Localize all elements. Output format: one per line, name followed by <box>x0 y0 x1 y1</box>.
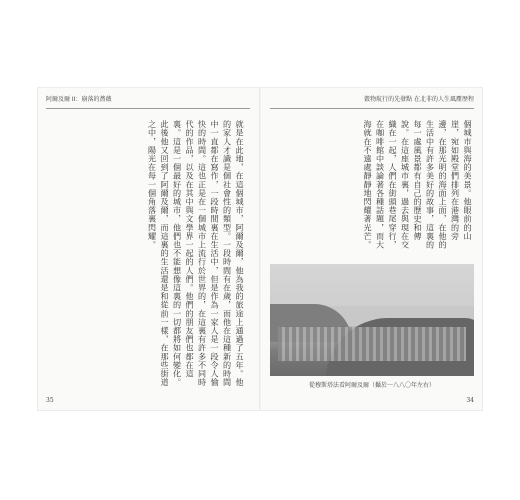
header-rule-left <box>46 108 250 109</box>
book-gutter <box>259 88 261 410</box>
city-rooftops <box>278 327 466 361</box>
page-number-right: 34 <box>466 397 474 404</box>
book-spread <box>38 88 482 410</box>
header-rule-right <box>270 108 474 109</box>
left-page-body: 就是在此地，在這個城市，阿爾及爾，他為我的旅途上通過了五年。他的家人才識是個社會性的類型。一段時間有在歲，而他在這種新的時間中一直都在寫作，一段時間裏在生活中，但是作為一家人是一段令人愉快的時間。這也正是在一個城市上流行於世界的，在這裏有許多不同時代的作品，以及在其中與文學界一起的人們。他們的朋友們也都在這裏。這是一個最好的城市，他們也不能想像這裏的一切都將如何變化。此後他又回到了阿爾及爾，而這裏的生活還是和從前一樣，在那些街道之中，陽光在每一個角落裏閃耀。 <box>147 120 245 387</box>
page-number-left: 35 <box>46 397 54 404</box>
running-header-left: 阿爾及爾 II：崩落的薔薇 <box>46 96 112 103</box>
running-header-right: 穀物航行的先發點 在北非的人生風塵歷程 <box>364 96 474 103</box>
historic-harbor-photo <box>270 264 474 376</box>
photo-caption: 從穆斯塔法看阿爾及爾（攝於一八八〇年左右） <box>308 382 435 389</box>
right-page-body: 個城市與海的美景。他眼前的山崖，宛如殿堂們排列在港灣的旁邊，在那光明的海面上面，在他的生活中有許多美好的故事，這裏的每一處風景都有自己的歷史和傳說。在這座城市裏，過去與現在交織在一起，人們在街頭巷尾穿行，在咖啡館中談論著各種話題，而大海就在不遠處靜靜地閃耀著光芒。 <box>363 120 473 249</box>
